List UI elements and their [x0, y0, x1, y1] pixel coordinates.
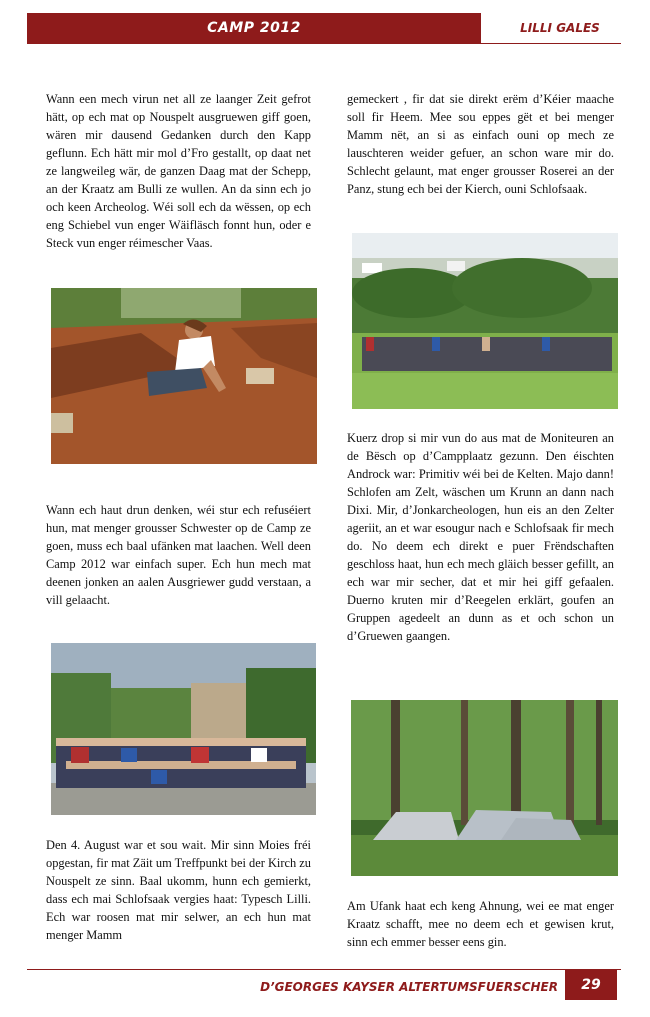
- photo-excavation: [51, 288, 317, 464]
- photo-group: [51, 643, 316, 815]
- left-paragraph-1: Wann een mech virun net all ze laanger Zeit gefrot hätt, op ech mat op Nouspelt ausgruewen giff goen, wären mir dausend Gedanken durch den Kapp geflunn. Ech hätt mir mol d’Fro gestallt, op daat net ze langweileg wär, de ganzen Daag mat der Schepp, an der Kraatz am Bulli ze wullen. An da sinn ech jo och keen Archeolog. Wéi soll ech da wëssen, op ech eng Schiebel vun enger Wäifläsch fonnt hun, oder e Steck vun enger réimescher Vaas.: [46, 92, 311, 250]
- photo-forest-tents: [351, 700, 618, 876]
- right-paragraph-2: Kuerz drop si mir vun do aus mat de Moniteuren an de Bësch op d’Campplaatz gezunn. Den éischten Androck war: Primitiv wéi bei de Kelten. Majo dann! Schlofen am Zelt, wäschen um Krunn an dann nach Dixi. Mir, d’Jonkarcheologen, hun eis an den Zelter ageriit, an et war esougur nach e Schlofsaak fir mech do. No deem ech direkt e puer Frëndschaften geschloss haat, hun ech mech gläich besser gefillt, an ech war mir secher, dat et mir hei giff gefaalen. Duerno kruten mir d’Reegelen erklärt, goufen an Gruppen agedeelt an dunn as et och schon un d’Gruewen gaangen.: [347, 431, 614, 643]
- right-paragraph-1: gemeckert , fir dat sie direkt erëm d’Kéier maache soll fir Heem. Mee sou eppes gët et bei menger Mamm nët, an si as einfach ouni op mech ze lauschteren weider gefuer, an schon ware mir do. Schlecht gelaunt, mat enger grousser Roserei an der Panz, stung ech bei der Kierch, ouni Schlofsaak.: [347, 92, 614, 196]
- left-paragraph-3: Den 4. August war et sou wait. Mir sinn Moies fréi opgestan, fir mat Zäit um Treffpunkt bei der Kirch zu Nouspelt ze sinn. Baal ukomm, hunn ech gemierkt, dass ech mai Schlofsaak vergies haat: Typesch Lilli. Ech war roosen mat mir selwer, an ech hun mat menger Mamm: [46, 838, 311, 942]
- left-paragraph-2: Wann ech haut drun denken, wéi stur ech refuséiert hun, mat menger grousser Schwester op de Camp ze goen, muss ech baal ufänken mat laachen. Well deen Camp 2012 war einfach super. Ech hun mech mat deenen jonken an aalen Ausgriewer gudd verstaan, a vill gelaacht.: [46, 503, 311, 607]
- footer-rule: [27, 969, 621, 970]
- page-number: 29: [565, 970, 617, 1000]
- header-author: LILLI GALES: [520, 21, 600, 35]
- photo-landscape: [352, 233, 618, 409]
- right-paragraph-3: Am Ufank haat ech keng Ahnung, wei ee mat enger Kraatz schafft, mee no deem ech et gewisen krut, sinn ech emmer besser eens gin.: [347, 899, 614, 949]
- header-rule: [27, 43, 621, 44]
- footer-title: D’GEORGES KAYSER ALTERTUMSFUERSCHER: [260, 980, 558, 994]
- header-title: CAMP 2012: [207, 20, 301, 36]
